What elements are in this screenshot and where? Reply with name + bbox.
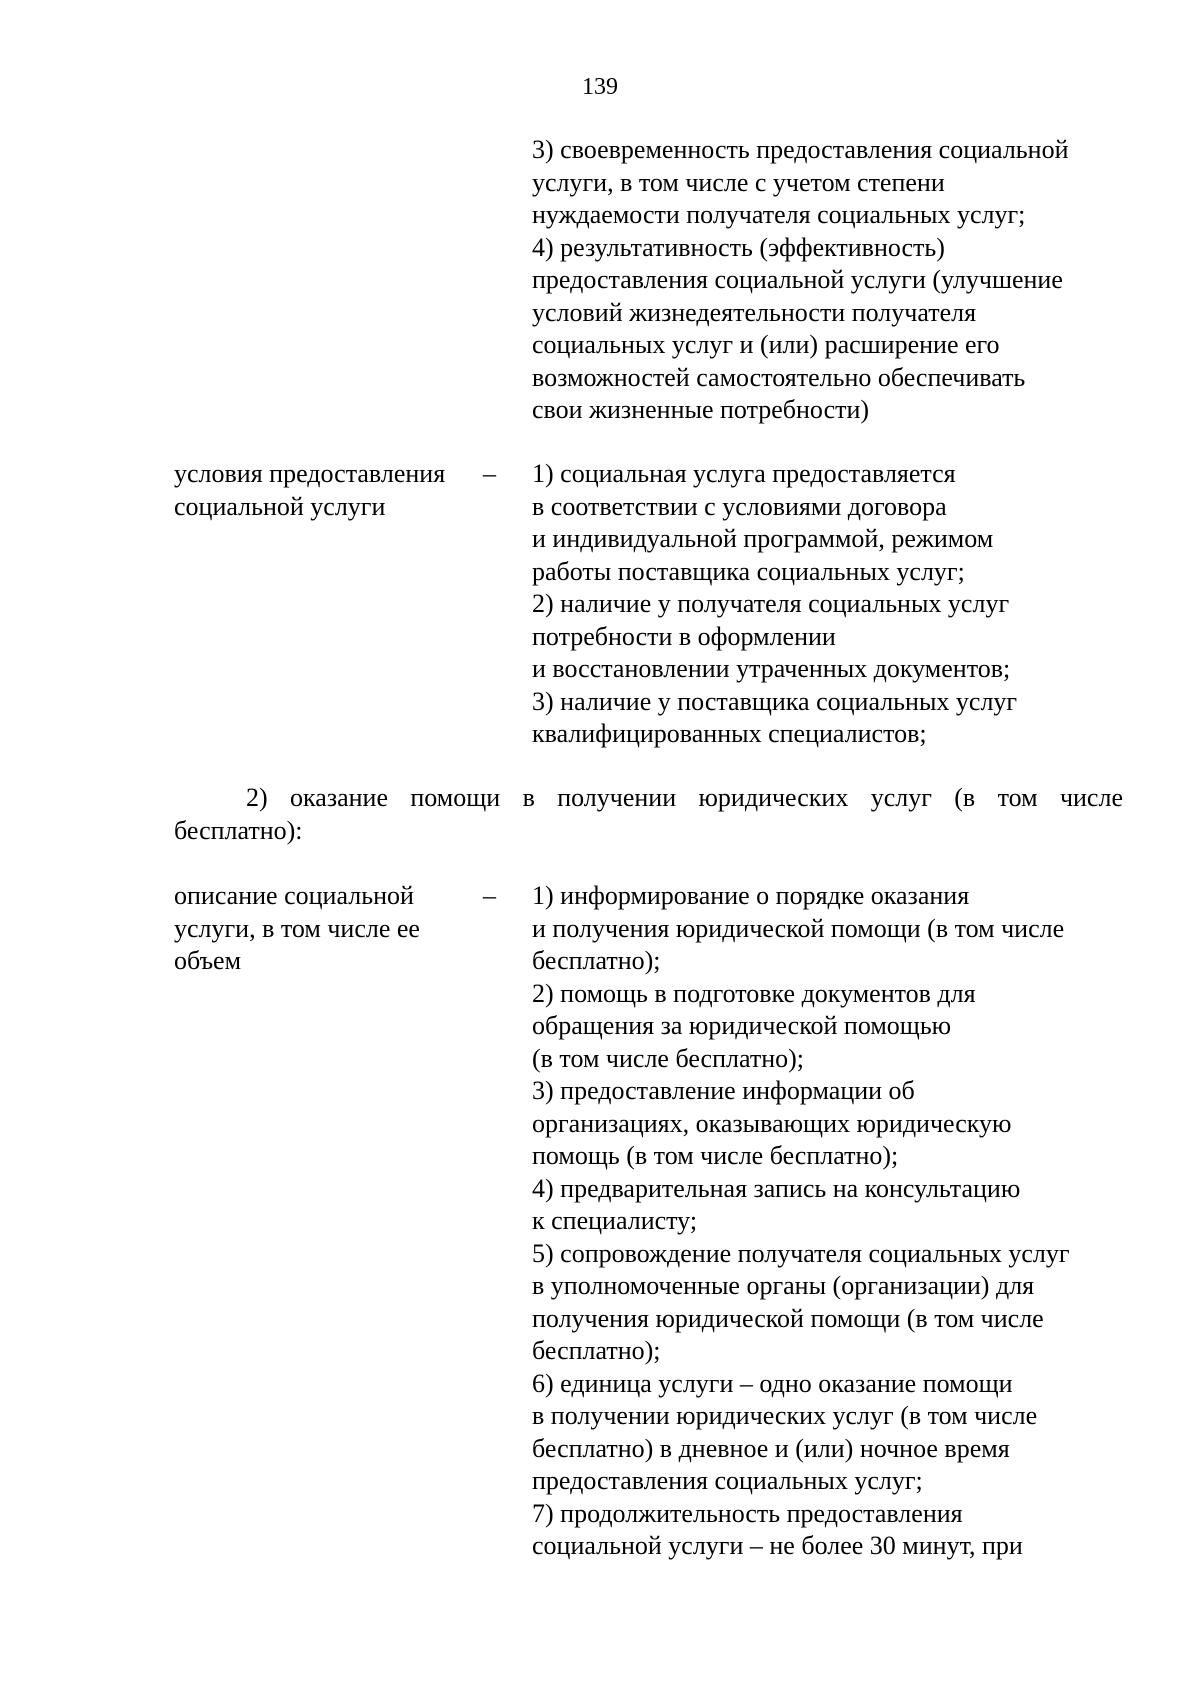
text-line: возможностей самостоятельно обеспечивать: [532, 362, 1026, 392]
text-line: в уполномоченные органы (организации) для: [532, 1271, 1035, 1300]
text-line: 6) единица услуги – одно оказание помощи: [532, 1368, 1013, 1398]
term-dash: –: [483, 459, 496, 488]
text-line: услуги, в том числе с учетом степени: [532, 167, 945, 197]
conditions-term: [174, 458, 445, 523]
term-line: условия предоставления: [174, 459, 446, 488]
text-line: бесплатно) в дневное и (или) ночное время: [532, 1433, 1010, 1463]
text-line: 3) своевременность предоставления социальной: [532, 135, 1069, 164]
term-line: объем: [174, 946, 242, 975]
description-definition: [532, 880, 1070, 1563]
text-line: квалифицированных специалистов;: [532, 719, 927, 748]
section-heading-line: 2) оказание помощи в получении юридических услуг (в том числе: [246, 783, 1123, 812]
text-line: предоставления социальных услуг;: [532, 1466, 923, 1495]
term-line: социальной услуги: [174, 491, 386, 521]
text-line: 3) предоставление информации об: [532, 1076, 915, 1105]
text-line: потребности в оформлении: [532, 621, 836, 651]
conditions-definition: [532, 458, 1017, 751]
text-line: 5) сопровождение получателя социальных услуг: [532, 1238, 1070, 1268]
text-line: 1) социальная услуга предоставляется: [532, 459, 956, 488]
text-line: и восстановлении утраченных документов;: [532, 654, 1011, 683]
section-heading: [174, 782, 1123, 847]
text-line: и получения юридической помощи (в том числе: [532, 913, 1065, 943]
text-line: 7) продолжительность предоставления: [532, 1498, 963, 1528]
text-line: к специалисту;: [532, 1206, 698, 1235]
text-line: условий жизнедеятельности получателя: [532, 297, 977, 327]
text-line: социальных услуг и (или) расширение его: [532, 330, 1000, 359]
section-heading-line: бесплатно):: [174, 815, 303, 845]
text-line: работы поставщика социальных услуг;: [532, 556, 965, 586]
term-line: описание социальной: [174, 881, 414, 910]
page-number: 139: [582, 74, 618, 100]
term-dash: –: [483, 881, 496, 910]
text-line: организациях, оказывающих юридическую: [532, 1108, 1012, 1138]
text-line: помощь (в том числе бесплатно);: [532, 1141, 899, 1170]
text-line: бесплатно);: [532, 1336, 661, 1365]
text-line: 1) информирование о порядке оказания: [532, 881, 970, 910]
text-line: и индивидуальной программой, режимом: [532, 524, 994, 553]
text-line: бесплатно);: [532, 946, 661, 975]
text-line: получения юридической помощи (в том числе: [532, 1303, 1044, 1333]
text-line: 2) помощь в подготовке документов для: [532, 978, 976, 1008]
description-term: [174, 880, 420, 978]
text-line: нуждаемости получателя социальных услуг;: [532, 200, 1026, 229]
text-line: 4) предварительная запись на консультацию: [532, 1173, 1021, 1203]
text-line: 3) наличие у поставщика социальных услуг: [532, 686, 1018, 716]
text-line: социальной услуги – не более 30 минут, при: [532, 1531, 1023, 1560]
text-line: обращения за юридической помощью: [532, 1011, 952, 1040]
text-line: предоставления социальной услуги (улучшение: [532, 265, 1063, 294]
text-line: 2) наличие у получателя социальных услуг: [532, 589, 1010, 618]
text-line: 4) результативность (эффективность): [532, 232, 945, 262]
text-line: в соответствии с условиями договора: [532, 491, 947, 521]
text-line: в получении юридических услуг (в том числе: [532, 1401, 1038, 1430]
term-line: услуги, в том числе ее: [174, 913, 420, 943]
text-line: свои жизненные потребности): [532, 395, 870, 424]
text-line: (в том числе бесплатно);: [532, 1043, 804, 1073]
criteria-continuation-text: [532, 134, 1068, 427]
